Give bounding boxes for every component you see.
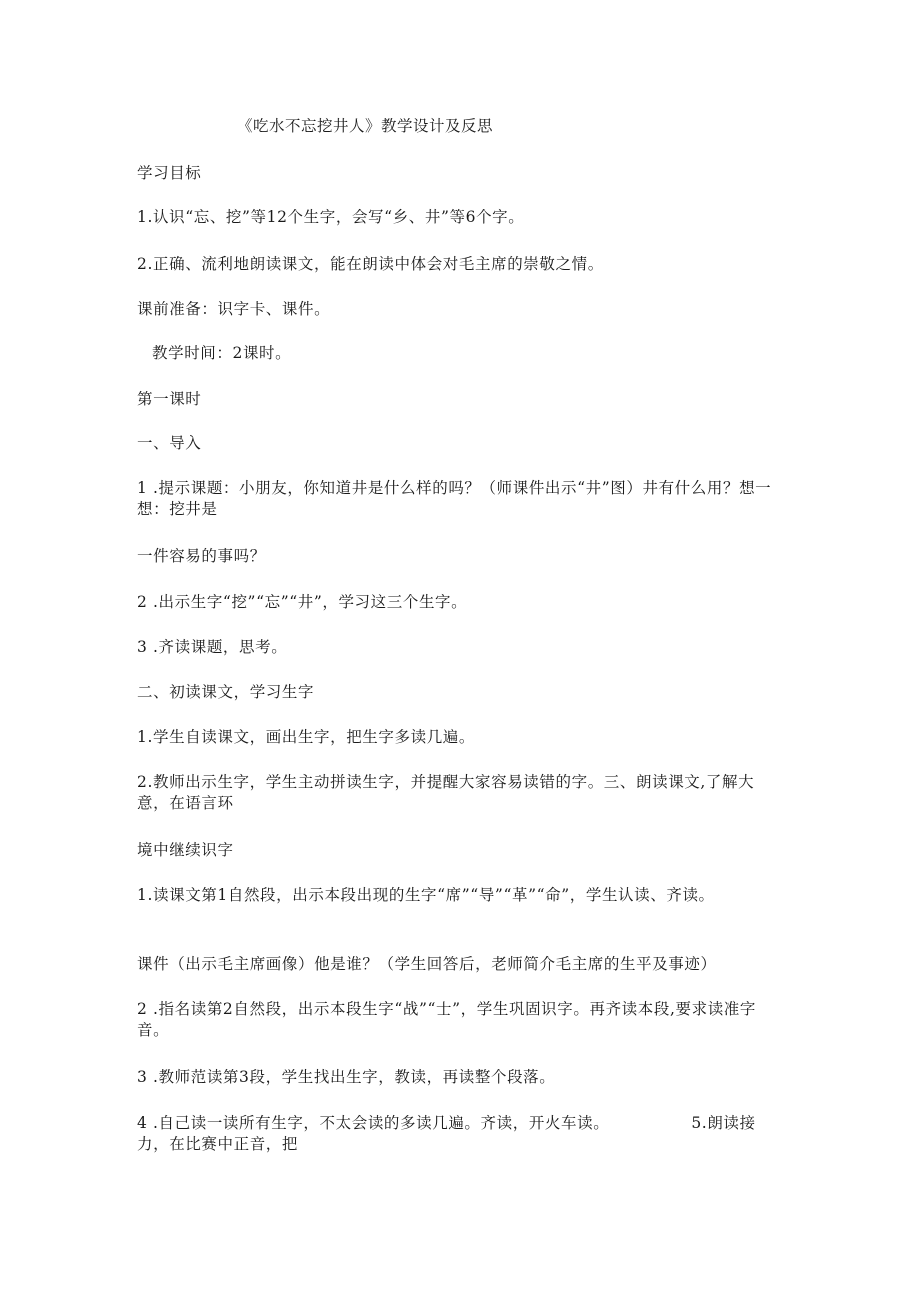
paragraph-reading-1: 1.学生自读课文，画出生字，把生字多读几遍。: [137, 728, 475, 746]
heading-first-reading: 二、初读课文，学习生字: [137, 683, 315, 701]
document-title: 《吃水不忘挖井人》教学设计及反思: [237, 117, 494, 135]
paragraph-intro-2: 2 .出示生字“挖”“忘”“井”，学习这三个生字。: [137, 593, 468, 611]
paragraph-intro-1: 1 .提示课题：小朋友，你知道井是什么样的吗？（师课件出示“井”图）井有什么用？想一想：挖井是: [137, 479, 772, 518]
paragraph-goal-1: 1.认识“忘、挖”等12个生字，会写“乡、井”等6个字。: [137, 208, 525, 226]
paragraph-goal-2: 2.正确、流利地朗读课文，能在朗读中体会对毛主席的崇敬之情。: [137, 255, 604, 273]
paragraph-section3-1: 1.读课文第1自然段，出示本段出现的生字“席”“导”“革”“命”，学生认读、齐读。: [137, 886, 715, 904]
paragraph-intro-1-continued: 一件容易的事吗？: [137, 547, 266, 565]
paragraph-section3-4: [137, 1113, 777, 1155]
paragraph-reading-2: 2.教师出示生字，学生主动拼读生字，并提醒大家容易读错的字。三、朗读课文,了解大意，在语言环: [137, 773, 755, 812]
paragraph-section3-4-part2: 5.朗读接力，在比赛中正音，把: [137, 1114, 756, 1153]
paragraph-reading-2-continued: 境中继续识字: [137, 841, 234, 859]
heading-learning-goals: 学习目标: [137, 164, 202, 182]
paragraph-courseware: 课件（出示毛主席画像）他是谁？（学生回答后，老师简介毛主席的生平及事迹）: [137, 955, 717, 973]
paragraph-section3-2: 2 .指名读第2自然段，出示本段生字“战”“士”，学生巩固识字。再齐读本段,要求读准字音。: [137, 1000, 757, 1039]
paragraph-preparation: 课前准备：识字卡、课件。: [137, 300, 331, 318]
paragraph-section3-4-part1: 4 .自己读一读所有生字，不太会读的多读几遍。齐读，开火车读。: [137, 1114, 610, 1132]
heading-introduction: 一、导入: [137, 434, 202, 452]
paragraph-teaching-time: 教学时间：2课时。: [152, 344, 292, 362]
heading-first-lesson: 第一课时: [137, 390, 202, 408]
paragraph-section3-3: 3 .教师范读第3段，学生找出生字，教读，再读整个段落。: [137, 1068, 556, 1086]
paragraph-intro-3: 3 .齐读课题，思考。: [137, 638, 288, 656]
